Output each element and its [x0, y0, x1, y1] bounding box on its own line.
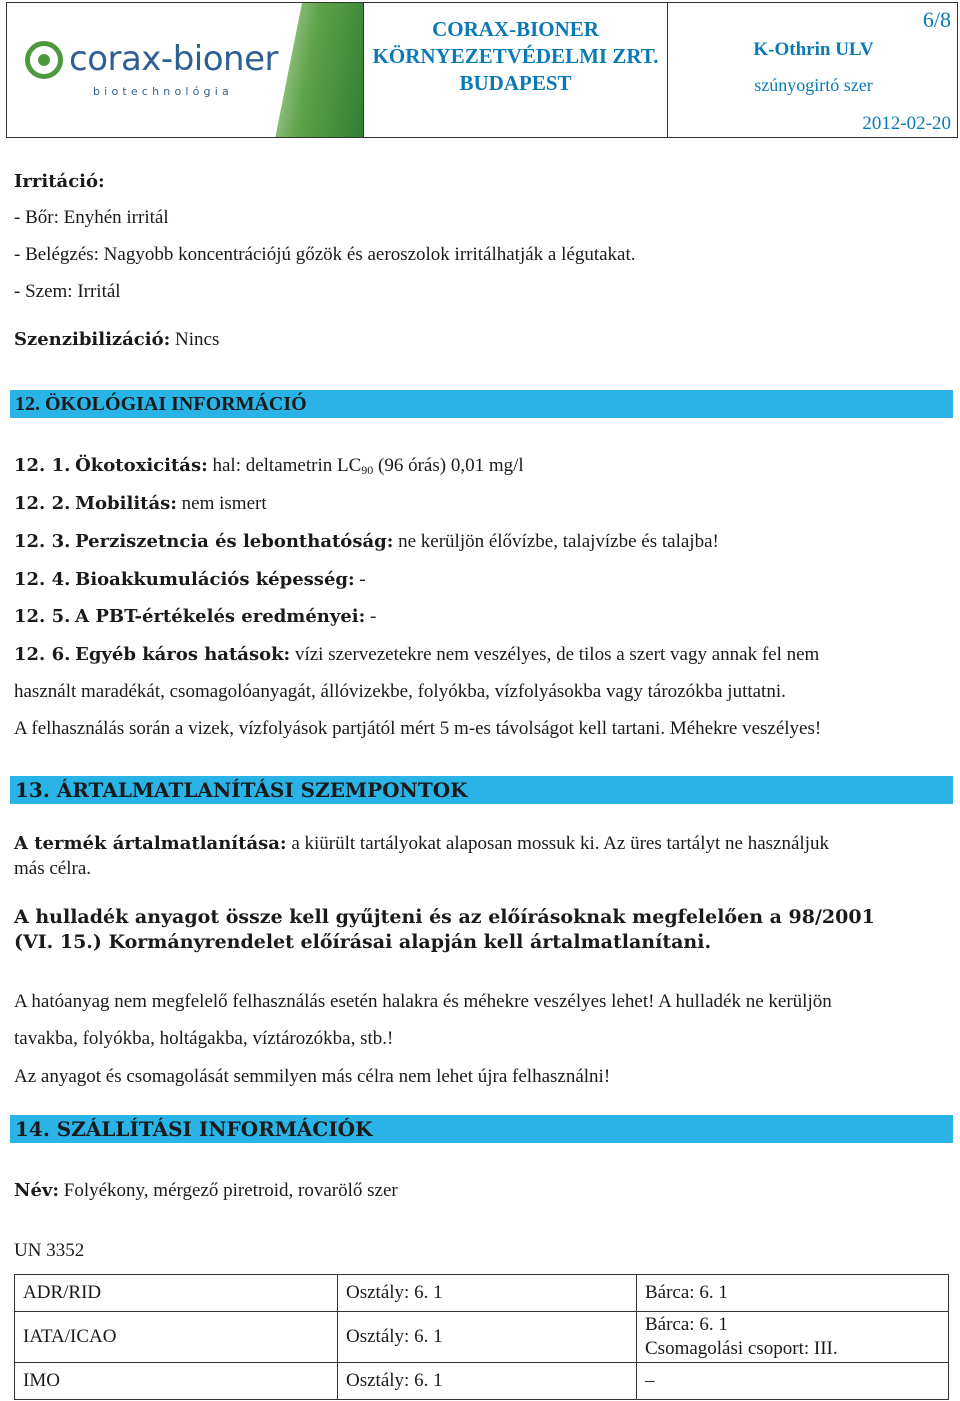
table-row: [15, 1363, 949, 1400]
item-12-4: [14, 569, 366, 591]
shipping-name-label: Név:: [14, 1180, 60, 1201]
logo-wordmark: corax-bioner: [69, 39, 278, 79]
transport-table: [14, 1274, 949, 1400]
warning-line-2: tavakba, folyókba, holtágakba, víztározókba, stb.!: [14, 1028, 394, 1049]
sensitization-line: [14, 329, 219, 351]
waste-rule-line-1: A hulladék anyagot össze kell gyűjteni és az előírásoknak megfelelően a 98/2001: [14, 906, 875, 928]
logo-green-stripe: [275, 3, 364, 137]
irritation-title: Irritáció:: [14, 171, 105, 192]
company-logo: [7, 3, 364, 137]
transport-label: –: [637, 1363, 949, 1400]
sensitization-label: Szenzibilizáció:: [14, 329, 171, 350]
item-12-2-value: nem ismert: [176, 493, 267, 514]
item-12-5-num: 12. 5.: [14, 606, 71, 627]
document-date: 2012-02-20: [862, 113, 951, 134]
disposal-line: [14, 833, 829, 855]
sensitization-value: Nincs: [170, 329, 220, 350]
item-12-4-num: 12. 4.: [14, 569, 71, 590]
transport-class: Osztály: 6. 1: [338, 1363, 637, 1400]
item-12-5-label: A PBT-értékelés eredményei:: [75, 606, 366, 627]
item-12-5: [14, 606, 376, 628]
item-12-2-num: 12. 2.: [14, 493, 71, 514]
table-row: [15, 1275, 949, 1312]
disposal-label: A termék ártalmatlanítása:: [14, 833, 287, 854]
page-number: 6/8: [922, 7, 951, 32]
transport-class: Osztály: 6. 1: [338, 1275, 637, 1312]
transport-class: Osztály: 6. 1: [338, 1312, 637, 1363]
shipping-name-line: [14, 1180, 398, 1202]
disposal-continued: más célra.: [14, 858, 92, 879]
item-12-1-label: Ökotoxicitás:: [75, 455, 208, 476]
company-line-2: KÖRNYEZETVÉDELMI ZRT.: [372, 44, 659, 68]
item-12-1-value-tail: (96 órás) 0,01 mg/l: [373, 455, 524, 476]
item-12-3-label: Perziszetncia és lebonthatóság:: [75, 531, 394, 552]
item-12-3-num: 12. 3.: [14, 531, 71, 552]
item-12-6-label: Egyéb káros hatások:: [75, 644, 291, 665]
irritation-inhale: - Belégzés: Nagyobb koncentrációjú gőzök és aeroszolok irritálhatják a légutakat.: [14, 244, 636, 265]
item-12-1-value: hal: deltametrin LC: [207, 455, 362, 476]
warning-line-3: Az anyagot és csomagolását semmilyen más célra nem lehet újra felhasználni!: [14, 1066, 611, 1087]
shipping-name-value: Folyékony, mérgező piretroid, rovarölő szer: [59, 1180, 398, 1201]
transport-mode: IMO: [15, 1363, 338, 1400]
transport-mode: IATA/ICAO: [15, 1312, 338, 1363]
lc-subscript: 90: [361, 463, 374, 477]
company-name-block: [364, 3, 668, 137]
warning-line-1: A hatóanyag nem megfelelő felhasználás esetén halakra és méhekre veszélyes lehet! A hulladék ne kerüljön: [14, 991, 832, 1012]
item-12-3: [14, 531, 719, 553]
item-12-6: [14, 644, 819, 666]
packing-group: Csomagolási csoport: III.: [645, 1338, 838, 1359]
un-number: UN 3352: [14, 1240, 85, 1261]
section-12-heading: 12. ÖKOLÓGIAI INFORMÁCIÓ: [10, 390, 953, 418]
company-line-1: CORAX-BIONER: [432, 17, 599, 41]
document-header: [6, 2, 958, 138]
transport-label: Bárca: 6. 1: [645, 1314, 728, 1335]
item-12-6-value: vízi szervezetekre nem veszélyes, de tilos a szert vagy annak fel nem: [290, 644, 820, 665]
logo-tagline: biotechnológia: [93, 85, 233, 98]
item-12-2-label: Mobilitás:: [75, 493, 177, 514]
company-line-3: BUDAPEST: [459, 71, 572, 95]
waste-rule-line-2: (VI. 15.) Kormányrendelet előírásai alapján kell ártalmatlanítani.: [14, 931, 712, 953]
logo-ring-icon: [25, 41, 63, 79]
item-12-1-num: 12. 1.: [14, 455, 71, 476]
irritation-skin: - Bőr: Enyhén irritál: [14, 207, 169, 228]
item-12-1: [14, 455, 524, 478]
table-row: [15, 1312, 949, 1363]
transport-label: Bárca: 6. 1: [637, 1275, 949, 1312]
transport-label-cell: [637, 1312, 949, 1363]
item-12-6-continued-2: A felhasználás során a vizek, vízfolyások partjától mért 5 m-es távolságot kell tartani. Méhekre veszélyes!: [14, 718, 822, 739]
item-12-6-continued: használt maradékát, csomagolóanyagát, állóvizekbe, folyókba, vízfolyásokba vagy tározókba juttatni.: [14, 681, 786, 702]
item-12-2: [14, 493, 267, 515]
item-12-4-label: Bioakkumulációs képesség:: [75, 569, 355, 590]
product-description: szúnyogirtó szer: [754, 75, 873, 95]
product-info-block: [668, 3, 959, 137]
disposal-value: a kiürült tartályokat alaposan mossuk ki. Az üres tartályt ne használjuk: [286, 833, 829, 854]
item-12-6-num: 12. 6.: [14, 644, 71, 665]
item-12-3-value: ne kerüljön élővízbe, talajvízbe és talajba!: [393, 531, 719, 552]
transport-mode: ADR/RID: [15, 1275, 338, 1312]
item-12-5-value: -: [365, 606, 377, 627]
product-name: K-Othrin ULV: [753, 39, 874, 60]
irritation-eye: - Szem: Irritál: [14, 281, 121, 302]
section-13-heading: 13. ÁRTALMATLANÍTÁSI SZEMPONTOK: [10, 776, 953, 804]
item-12-4-value: -: [354, 569, 366, 590]
section-14-heading: 14. SZÁLLÍTÁSI INFORMÁCIÓK: [10, 1115, 953, 1143]
